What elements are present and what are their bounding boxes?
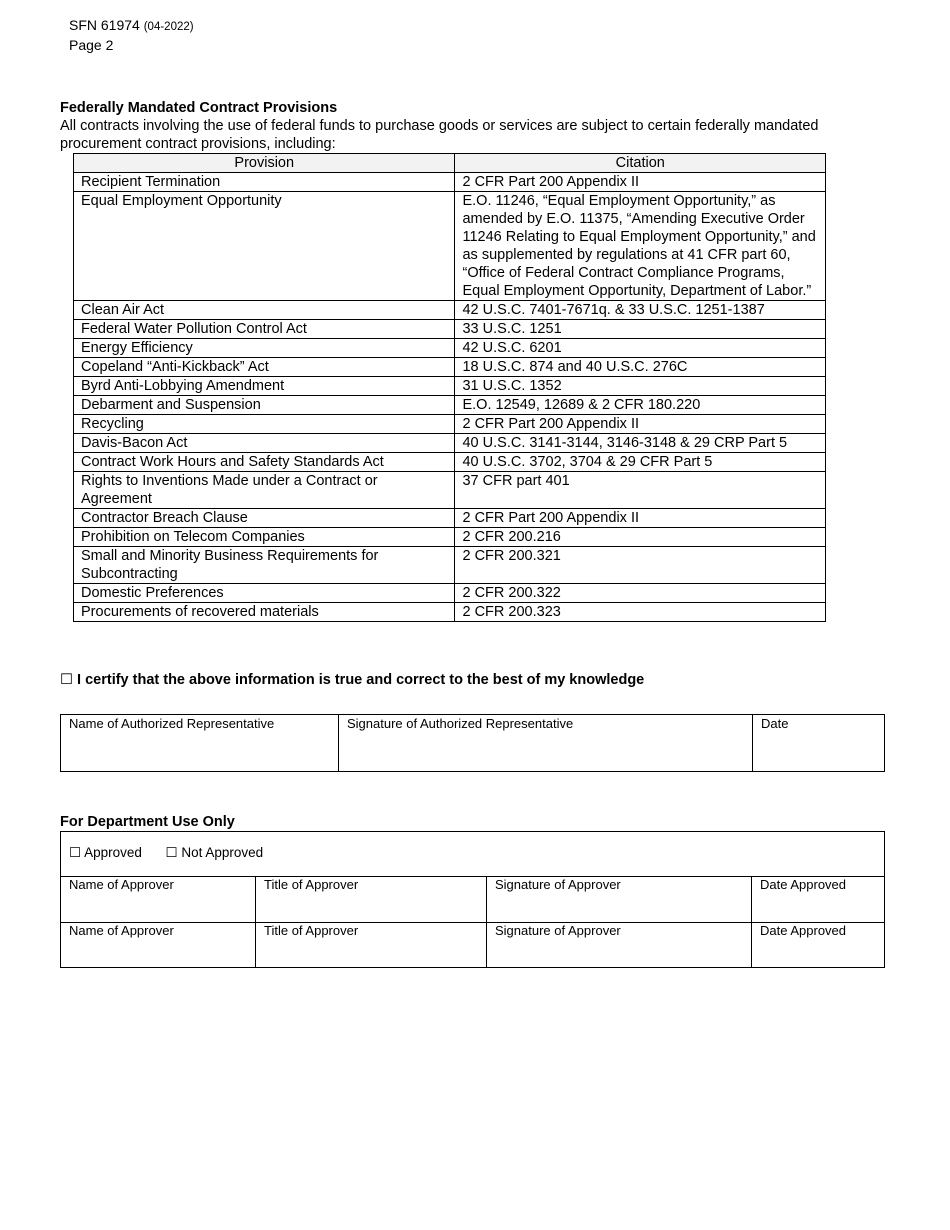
provision-cell: Recipient Termination: [74, 173, 455, 192]
provision-cell: Davis-Bacon Act: [74, 434, 455, 453]
provision-cell: Byrd Anti-Lobbying Amendment: [74, 377, 455, 396]
citation-cell: E.O. 12549, 12689 & 2 CFR 180.220: [455, 396, 826, 415]
provision-cell: Copeland “Anti-Kickback” Act: [74, 358, 455, 377]
provision-cell: Equal Employment Opportunity: [74, 192, 455, 301]
provision-cell: Clean Air Act: [74, 301, 455, 320]
table-row: [74, 320, 826, 339]
table-row: [74, 453, 826, 472]
table-row: [74, 192, 826, 301]
approver-title-field[interactable]: Title of Approver: [264, 923, 359, 938]
provision-cell: Prohibition on Telecom Companies: [74, 528, 455, 547]
citation-cell: 2 CFR 200.216: [455, 528, 826, 547]
certify-checkbox[interactable]: ☐: [60, 672, 73, 688]
representative-date-field[interactable]: Date: [761, 716, 789, 731]
citation-cell: 42 U.S.C. 6201: [455, 339, 826, 358]
citation-cell: 37 CFR part 401: [455, 472, 826, 509]
form-header: [69, 16, 194, 54]
citation-cell: 2 CFR 200.323: [455, 603, 826, 622]
table-row: [74, 509, 826, 528]
not-approved-checkbox[interactable]: ☐: [165, 845, 178, 860]
citation-cell: 33 U.S.C. 1251: [455, 320, 826, 339]
approver-date-field[interactable]: Date Approved: [760, 877, 847, 892]
citation-cell: 40 U.S.C. 3141-3144, 3146-3148 & 29 CRP Part 5: [455, 434, 826, 453]
provision-cell: Contractor Breach Clause: [74, 509, 455, 528]
page-number: Page 2: [69, 37, 114, 53]
approval-options: [69, 845, 263, 861]
table-row: [74, 358, 826, 377]
approver-title-field[interactable]: Title of Approver: [264, 877, 359, 892]
provision-cell: Energy Efficiency: [74, 339, 455, 358]
table-row: [74, 434, 826, 453]
citation-cell: 2 CFR Part 200 Appendix II: [455, 509, 826, 528]
citation-cell: 40 U.S.C. 3702, 3704 & 29 CFR Part 5: [455, 453, 826, 472]
divider: [751, 876, 752, 967]
citation-cell: 2 CFR 200.321: [455, 547, 826, 584]
provision-cell: Recycling: [74, 415, 455, 434]
provision-cell: Debarment and Suspension: [74, 396, 455, 415]
authorized-representative-box: [60, 714, 885, 772]
approved-label: Approved: [84, 845, 142, 860]
table-row: [74, 528, 826, 547]
divider: [486, 876, 487, 967]
provision-cell: Rights to Inventions Made under a Contract or Agreement: [74, 472, 455, 509]
table-row: [74, 396, 826, 415]
citation-cell: 42 U.S.C. 7401-7671q. & 33 U.S.C. 1251-1387: [455, 301, 826, 320]
representative-signature-field[interactable]: Signature of Authorized Representative: [347, 716, 574, 731]
provision-cell: Federal Water Pollution Control Act: [74, 320, 455, 339]
approver-signature-field[interactable]: Signature of Approver: [495, 877, 621, 892]
form-date: (04-2022): [143, 21, 194, 33]
table-row: [74, 472, 826, 509]
provisions-intro: All contracts involving the use of federal funds to purchase goods or services are subject to certain federally mandated procurement contract provisions, including:: [60, 118, 819, 152]
divider: [752, 715, 753, 771]
approver-name-field[interactable]: Name of Approver: [69, 923, 174, 938]
provision-cell: Procurements of recovered materials: [74, 603, 455, 622]
table-row: [74, 339, 826, 358]
provision-cell: Small and Minority Business Requirements for Subcontracting: [74, 547, 455, 584]
provisions-title: Federally Mandated Contract Provisions: [60, 100, 338, 116]
citation-cell: 31 U.S.C. 1352: [455, 377, 826, 396]
approver-date-field[interactable]: Date Approved: [760, 923, 847, 938]
table-row: [74, 377, 826, 396]
provisions-table: [73, 153, 826, 622]
not-approved-label: Not Approved: [181, 845, 264, 860]
citation-cell: 18 U.S.C. 874 and 40 U.S.C. 276C: [455, 358, 826, 377]
table-row: [74, 603, 826, 622]
citation-cell: 2 CFR 200.322: [455, 584, 826, 603]
table-row: [74, 173, 826, 192]
table-row: [74, 301, 826, 320]
citation-cell: E.O. 11246, “Equal Employment Opportunity,” as amended by E.O. 11375, “Amending Executive Order 11246 Relating to Equal Employment Opportunity,” and as supplemented by regulations at 41 CFR part 60, “Office of Federal Contract Compliance Programs, Equal Employment Opportunity, Department of Labor.”: [455, 192, 826, 301]
divider: [255, 876, 256, 967]
citation-cell: 2 CFR Part 200 Appendix II: [455, 173, 826, 192]
approved-checkbox[interactable]: ☐: [69, 845, 82, 860]
certify-text: I certify that the above information is true and correct to the best of my knowledge: [77, 672, 645, 688]
approver-signature-field[interactable]: Signature of Approver: [495, 923, 621, 938]
column-header-citation: Citation: [455, 154, 826, 173]
column-header-provision: Provision: [74, 154, 455, 173]
table-row: [74, 584, 826, 603]
provision-cell: Domestic Preferences: [74, 584, 455, 603]
citation-cell: 2 CFR Part 200 Appendix II: [455, 415, 826, 434]
table-row: [74, 547, 826, 584]
approver-name-field[interactable]: Name of Approver: [69, 877, 174, 892]
department-box: [60, 831, 885, 968]
table-row: [74, 415, 826, 434]
department-title: For Department Use Only: [60, 814, 235, 830]
representative-name-field[interactable]: Name of Authorized Representative: [69, 716, 275, 731]
table-header-row: [74, 154, 826, 173]
form-number: SFN 61974: [69, 17, 140, 33]
certify-statement: [60, 672, 644, 688]
provision-cell: Contract Work Hours and Safety Standards Act: [74, 453, 455, 472]
divider: [338, 715, 339, 771]
